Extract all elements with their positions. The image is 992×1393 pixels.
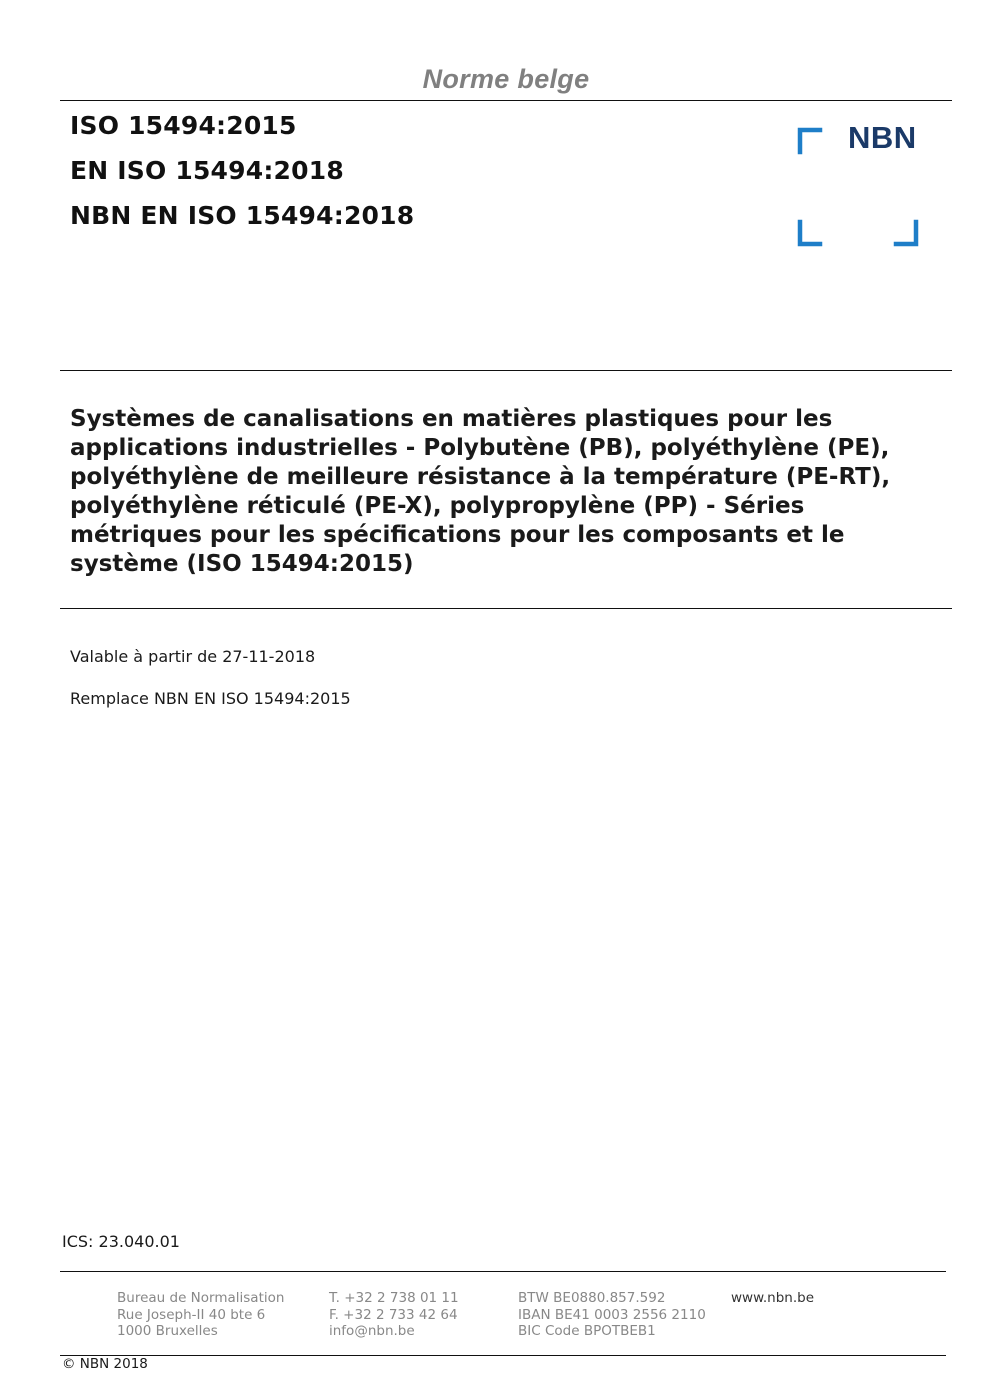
title-line: Systèmes de canalisations en matières plastiques pour les	[70, 406, 833, 432]
footer-contact	[329, 1290, 459, 1340]
logo-bracket-top-left	[800, 130, 820, 152]
valid-from-text: Valable à partir de 27-11-2018	[70, 647, 316, 666]
footer-address	[117, 1290, 284, 1340]
header-divider	[60, 100, 952, 101]
replaces-text: Remplace NBN EN ISO 15494:2015	[70, 689, 351, 708]
footer-bic: BIC Code BPOTBEB1	[518, 1323, 656, 1339]
footer-website[interactable]: www.nbn.be	[731, 1290, 815, 1306]
standard-id-nbn: NBN EN ISO 15494:2018	[70, 201, 415, 230]
footer-phone: T. +32 2 738 01 11	[329, 1290, 459, 1306]
title-line: métriques pour les spécifications pour les composants et le	[70, 522, 845, 548]
footer-fax: F. +32 2 733 42 64	[329, 1306, 458, 1323]
standard-id-en: EN ISO 15494:2018	[70, 156, 344, 185]
title-bottom-divider	[60, 608, 952, 609]
logo-bracket-bottom-left	[800, 222, 820, 244]
footer-iban: IBAN BE41 0003 2556 2110	[518, 1306, 706, 1323]
copyright-text: © NBN 2018	[62, 1356, 148, 1372]
footer-vat: BTW BE0880.857.592	[518, 1290, 666, 1306]
title-line: applications industrielles - Polybutène (PB), polyéthylène (PE),	[70, 435, 890, 461]
logo-bracket-bottom-right	[896, 222, 916, 244]
title-top-divider	[60, 370, 952, 371]
footer-bottom-divider	[60, 1355, 946, 1356]
document-title	[70, 405, 950, 579]
footer-top-divider	[60, 1271, 946, 1272]
footer-address-line: Rue Joseph-II 40 bte 6	[117, 1306, 266, 1323]
title-line: polyéthylène de meilleure résistance à la température (PE-RT),	[70, 464, 891, 490]
footer-email[interactable]: info@nbn.be	[329, 1323, 415, 1339]
standard-id-iso: ISO 15494:2015	[70, 111, 297, 140]
footer-address-line: Bureau de Normalisation	[117, 1290, 285, 1306]
logo-wordmark: NBN	[848, 120, 917, 155]
document-type-heading: Norme belge	[422, 64, 590, 94]
title-line: système (ISO 15494:2015)	[70, 551, 414, 577]
ics-code: ICS: 23.040.01	[62, 1232, 180, 1251]
title-line: polyéthylène réticulé (PE-X), polypropylène (PP) - Séries	[70, 493, 805, 519]
footer-address-line: 1000 Bruxelles	[117, 1323, 218, 1339]
footer-bank	[518, 1290, 706, 1340]
